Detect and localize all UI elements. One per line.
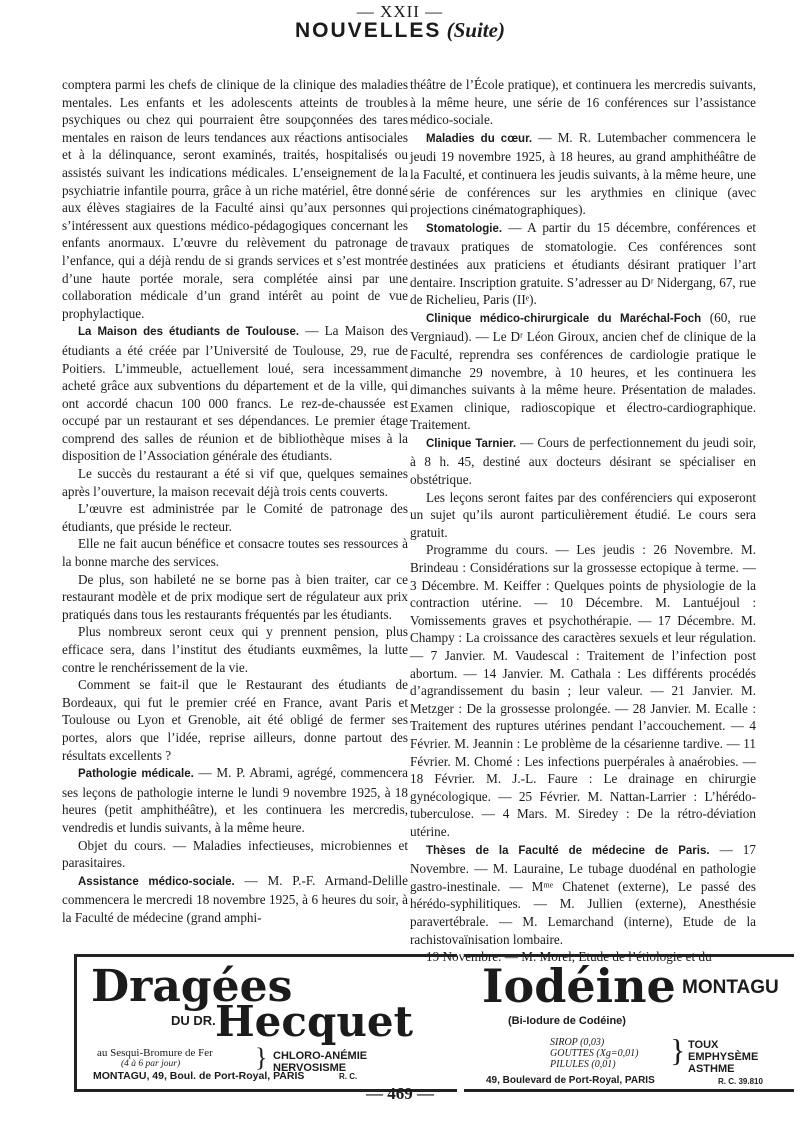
paragraph-heading: Thèses de la Faculté de médecine de Paris. xyxy=(426,844,710,857)
ad-brace-icon: } xyxy=(670,1032,686,1068)
paragraph-text: comptera parmi les chefs de clinique de la clinique des maladies mentales. Les enfants et les adolescents atteints de troubles psychiques ou chez qui pourraient être soupçonnées des tares mentales en raison de leurs tendances aux réactions antisociales et à la délinquance, seront examinés, traités, hospitalisés ou assistés suivant les indications médicales. L’enseignement de la psychiatrie infantile pourra, grâce à un riche matériel, être donné aux élèves stagiaires de la Faculté ainsi qu’aux personnes qui s’intéressent aux questions médico-pédagogiques concernant les enfants anormaux. L’œuvre du relèvement du patronage de l’enfance, qui a déjà rendu de si grands services et s’est montrée d’une haute portée morale, sera complétée ainsi par une collaboration médicale d’un grand intérêt au point de vue prophylactique. xyxy=(62,77,408,321)
paragraph xyxy=(62,676,408,764)
paragraph xyxy=(410,129,756,219)
paragraph xyxy=(62,465,408,500)
paragraph-text: — A partir du 15 décembre, conférences et travaux pratiques de stomatologie. Ces conférences sont destinées aux praticiens et étudiants désirant pratiquer l’art dentaire. Inscription gratuite. S’adresser au Dʳ Nidergang, 67, rue de Richelieu, Paris (IIᵉ). xyxy=(410,219,756,308)
paragraph-text: Objet du cours. — Maladies infectieuses, microbiennes et parasitaires. xyxy=(62,837,408,871)
paragraph xyxy=(62,500,408,535)
paragraph xyxy=(410,219,756,309)
paragraph xyxy=(62,764,408,836)
title-subtitle: (Suite) xyxy=(446,18,505,42)
paragraph xyxy=(62,872,408,927)
paragraph xyxy=(62,535,408,570)
paragraph-text: L’œuvre est administrée par le Comité de patronage des étudiants, que préside le recteur. xyxy=(62,501,408,534)
paragraph xyxy=(62,322,408,465)
ad-address: MONTAGU, 49, Boul. de Port-Royal, PARIS xyxy=(93,1070,305,1082)
ad-indication-asthme: ASTHME xyxy=(688,1063,735,1075)
ad-brand-iodeine: Iodéine xyxy=(482,959,676,1013)
paragraph-text: Le succès du restaurant a été si vif que, quelques semaines après l’ouverture, la maison recevait déjà trois cents couverts. xyxy=(62,466,408,499)
page-roman-numeral: — XXII — xyxy=(356,2,444,21)
paragraph xyxy=(410,76,756,129)
ad-sirop: SIROP (0,03) xyxy=(550,1037,605,1048)
section-title xyxy=(0,18,800,43)
right-column xyxy=(410,76,756,966)
paragraph-text: — M. R. Lutembacher commencera le jeudi 19 novembre 1925, à 18 heures, au grand amphithéâtre de la Faculté, et continuera les jeudis suivants, à la même heure, une série de conférences sur les arythmies en clinique (avec projections cinématographiques). xyxy=(410,129,757,218)
paragraph-text: De plus, son habileté ne se borne pas à bien traiter, car ce restaurant modèle et de prix modique sert de régulateur aux prix pratiqués dans tous les restaurants fréquentés par les étudiants. xyxy=(62,571,408,622)
paragraph-heading: Stomatologie. xyxy=(426,222,503,235)
ad-indication-1: CHLORO-ANÉMIE xyxy=(273,1050,368,1062)
paragraph-heading: Clinique médico-chirurgicale du Maréchal-Foch xyxy=(426,312,702,325)
paragraph-text: Comment se fait-il que le Restaurant des étudiants de Bordeaux, qui fut le premier créé en France, avant Paris et Toulouse ou Lyon et Grenoble, ait été obligé de fermer ses portes, alors que l’idée, reprise ailleurs, donne partout des résultats excellents ? xyxy=(62,677,408,763)
paragraph-heading: Assistance médico-sociale. xyxy=(78,875,235,888)
paragraph xyxy=(410,841,756,949)
paragraph-heading: Pathologie médicale. xyxy=(78,768,194,781)
ad-composition: au Sesqui-Bromure de Fer xyxy=(97,1047,213,1059)
ad-iodeine xyxy=(464,954,794,1092)
ad-gouttes: GOUTTES (Xg=0,01) xyxy=(550,1048,639,1059)
ad-brace-icon: } xyxy=(255,1043,268,1072)
ad-subtitle: (Bi-Iodure de Codéine) xyxy=(508,1015,626,1027)
paragraph xyxy=(62,623,408,676)
title-text: NOUVELLES xyxy=(295,19,442,42)
paragraph-text: — La Maison des étudiants a été créée par l’Université de Toulouse, 29, rue de Poitiers. L’immeuble, actuellement loué, sera incessamment acheté grâce aux subventions du département et de la ville, qui ont accordé chacun 100 000 francs. Le rez-de-chaussée est occupé par un restaurant et ses dépendances. Le premier étage comprend des salles de réunion et de bibliothèque mises à la disposition de l’Association générale des étudiants. xyxy=(62,323,408,464)
ad-maker: MONTAGU xyxy=(682,977,779,998)
ad-dragees-hecquet xyxy=(74,954,457,1092)
paragraph xyxy=(410,541,756,840)
paragraph-text: Programme du cours. — Les jeudis : 26 Novembre. M. Brindeau : Considérations sur la grossesse ectopique à terme. — 3 Décembre. M. Keiffer : Quelques points de physiologie de la contraction utérine. — 10 Décembre. M. Lantuéjoul : Vomissements graves et psychothérapie. — 17 Décembre. M. Champy : La croissance des caractères sexuels et leur régulation. — 7 Janvier. M. Vaudescal : Traitement de l’infection post abortum. — 14 Janvier. M. Cathala : Les différents procédés d’agrandissement du basin ; leur valeur. — 21 Janvier. M. Metzger : De la grossesse prolongée. — 28 Janvier. M. Ecalle : Traitement des ruptures utérines pendant l’accouchement. — 4 Février. M. Jeannin : Le problème de la césarienne tardive. — 11 Février. M. Chomé : Les infections puerpérales à anaérobies. — 18 Février. M. J.-L. Faure : Le drainage en chirurgie gynécologique. — 25 Février. M. Nattan-Larrier : L’hérédo-tuberculose. — 4 Mars. M. Siredey : De la rétro-déviation utérine. xyxy=(410,542,756,839)
paragraph-heading: Maladies du cœur. xyxy=(426,132,533,145)
ad-indication-toux: TOUX xyxy=(688,1039,719,1051)
paragraph xyxy=(62,837,408,872)
paragraph xyxy=(410,489,756,542)
paragraph xyxy=(410,434,756,489)
paragraph xyxy=(410,309,756,434)
ad-address: 49, Boulevard de Port-Royal, PARIS xyxy=(486,1075,655,1086)
paragraph-text: Les leçons seront faites par des conférenciers qui exposeront un sujet qu’ils auront particulièrement étudié. Le cours sera gratuit. xyxy=(410,489,756,540)
ad-code: R. C. 39.810 xyxy=(718,1077,763,1086)
paragraph-text: 19 Novembre. — M. Morel, Etude de l’étiologie et du xyxy=(426,949,712,965)
ad-indication-2: NERVOSISME xyxy=(273,1062,347,1074)
paragraph-text: (60, rue Vergniaud). — Le Dʳ Léon Giroux, ancien chef de clinique de la Faculté, reprendra ses conférences de cardiologie pratique le dimanche 29 novembre, à 10 heures, et les continuera les dimanches suivants à la même heure. Présentation de malades. Examen clinique, radioscopique et électro-cardiographique. Traitement. xyxy=(410,309,756,433)
paragraph-heading: La Maison des étudiants de Toulouse. xyxy=(78,326,300,339)
ad-dosage: (4 à 6 par jour) xyxy=(121,1059,181,1069)
paragraph-text: théâtre de l’École pratique), et continuera les mercredis suivants, à la même heure, une série de 16 conférences sur l’assistance médico-sociale. xyxy=(410,77,756,128)
ad-brand-hecquet: Hecquet xyxy=(215,997,414,1046)
paragraph-text: Plus nombreux seront ceux qui y prennent pension, plus efficace sera, dans l’institut des étudiants euxmêmes, la lutte contre le renchérissement de la vie. xyxy=(62,624,408,675)
left-column xyxy=(62,76,408,927)
ad-indication-emphyseme: EMPHYSÈME xyxy=(688,1051,759,1063)
paragraph-text: Elle ne fait aucun bénéfice et consacre toutes ses ressources à la bonne marche des services. xyxy=(62,536,408,570)
paragraph-text: — M. P. Abrami, agrégé, commencera ses leçons de pathologie interne le lundi 9 novembre 1925, à 18 heures (petit amphithéâtre), et les continuera les mercredis, vendredis et lundis suivants, à la même heure. xyxy=(62,765,408,835)
paragraph-heading: Clinique Tarnier. xyxy=(426,437,517,450)
paragraph-text: — 17 Novembre. — M. Lauraine, Le tubage duodénal en pathologie gastro-inestinale. — Mᵐᵉ Chatenet (externe), Le passé des hérédo-syphilitiques. — M. Jullien (externe), Anesthésie paravertébrale. — M. Lemarchand (interne), Etude de la rachistovaïnisation lombaire. xyxy=(410,841,756,947)
paragraph xyxy=(62,76,408,322)
ad-code: R. C. xyxy=(339,1072,358,1081)
paragraph-text: — M. P.-F. Armand-Delille commencera le mercredi 18 novembre 1925, à 6 heures du soir, à la Faculté de médecine (grand amphi- xyxy=(62,872,409,925)
ad-du-dr: DU DR. xyxy=(171,1013,216,1028)
ad-pilules: PILULES (0,01) xyxy=(550,1059,616,1070)
paragraph-text: — Cours de perfectionnement du jeudi soir, à 8 h. 45, destiné aux docteurs désirant se spécialiser en obstétrique. xyxy=(410,434,757,488)
paragraph xyxy=(62,571,408,624)
page-number: — 469 — xyxy=(366,1084,434,1103)
ad-brand-dragees: Dragées xyxy=(91,961,293,1012)
advertisement-band xyxy=(62,954,779,1086)
